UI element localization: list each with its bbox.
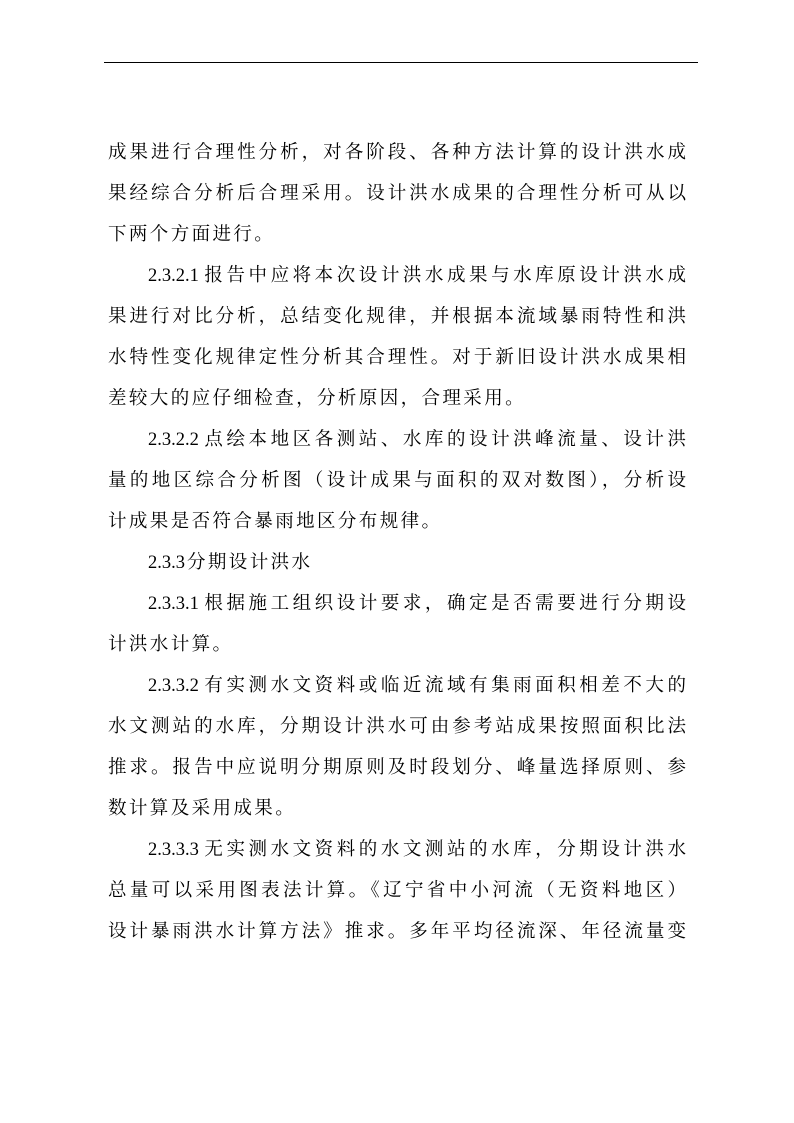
text-line: 下两个方面进行。 — [108, 224, 276, 245]
paragraph-first-line — [108, 255, 686, 296]
text-line: 数计算及采用成果。 — [108, 798, 297, 819]
header-rule — [104, 62, 698, 63]
section-heading-text: 分期设计洪水 — [187, 552, 313, 573]
section-number: 2.3.3 — [148, 553, 185, 573]
section-number: 2.3.3.3 — [148, 840, 199, 860]
paragraph-first-line — [108, 829, 686, 870]
text-line: 果进行对比分析，总结变化规律，并根据本流域暴雨特性和洪 — [108, 306, 686, 327]
paragraph-text: 根据施工组织设计要求，确定是否需要进行分期设 — [200, 593, 686, 614]
text-line: 推求。报告中应说明分期原则及时段划分、峰量选择原则、参 — [108, 757, 686, 778]
paragraph-text: 无实测水文资料的水文测站的水库，分期设计洪水 — [200, 839, 686, 860]
section-number: 2.3.3.2 — [148, 676, 199, 696]
text-line: 量的地区综合分析图（设计成果与面积的双对数图），分析设 — [108, 470, 686, 491]
section-number: 2.3.2.2 — [148, 430, 199, 450]
paragraph-first-line — [108, 583, 686, 624]
section-number: 2.3.2.1 — [148, 266, 199, 286]
text-line: 计洪水计算。 — [108, 634, 234, 655]
paragraph-text: 报告中应将本次设计洪水成果与水库原设计洪水成 — [200, 265, 686, 286]
text-line: 差较大的应仔细检查，分析原因，合理采用。 — [108, 388, 527, 409]
text-line: 水特性变化规律定性分析其合理性。对于新旧设计洪水成果相 — [108, 347, 686, 368]
paragraph-first-line — [108, 419, 686, 460]
text-line: 设计暴雨洪水计算方法》推求。多年平均径流深、年径流量变 — [108, 921, 686, 942]
text-line: 总量可以采用图表法计算。《辽宁省中小河流（无资料地区） — [108, 880, 686, 901]
text-line: 水文测站的水库，分期设计洪水可由参考站成果按照面积比法 — [108, 716, 686, 737]
section-heading — [108, 542, 686, 583]
section-number: 2.3.3.1 — [148, 594, 199, 614]
paragraph-text: 点绘本地区各测站、水库的设计洪峰流量、设计洪 — [200, 429, 686, 450]
text-line: 成果进行合理性分析，对各阶段、各种方法计算的设计洪水成 — [108, 142, 686, 163]
document-body — [108, 132, 686, 952]
text-line: 果经综合分析后合理采用。设计洪水成果的合理性分析可从以 — [108, 183, 686, 204]
paragraph-text: 有实测水文资料或临近流域有集雨面积相差不大的 — [200, 675, 686, 696]
text-line: 计成果是否符合暴雨地区分布规律。 — [108, 511, 443, 532]
paragraph-first-line — [108, 665, 686, 706]
